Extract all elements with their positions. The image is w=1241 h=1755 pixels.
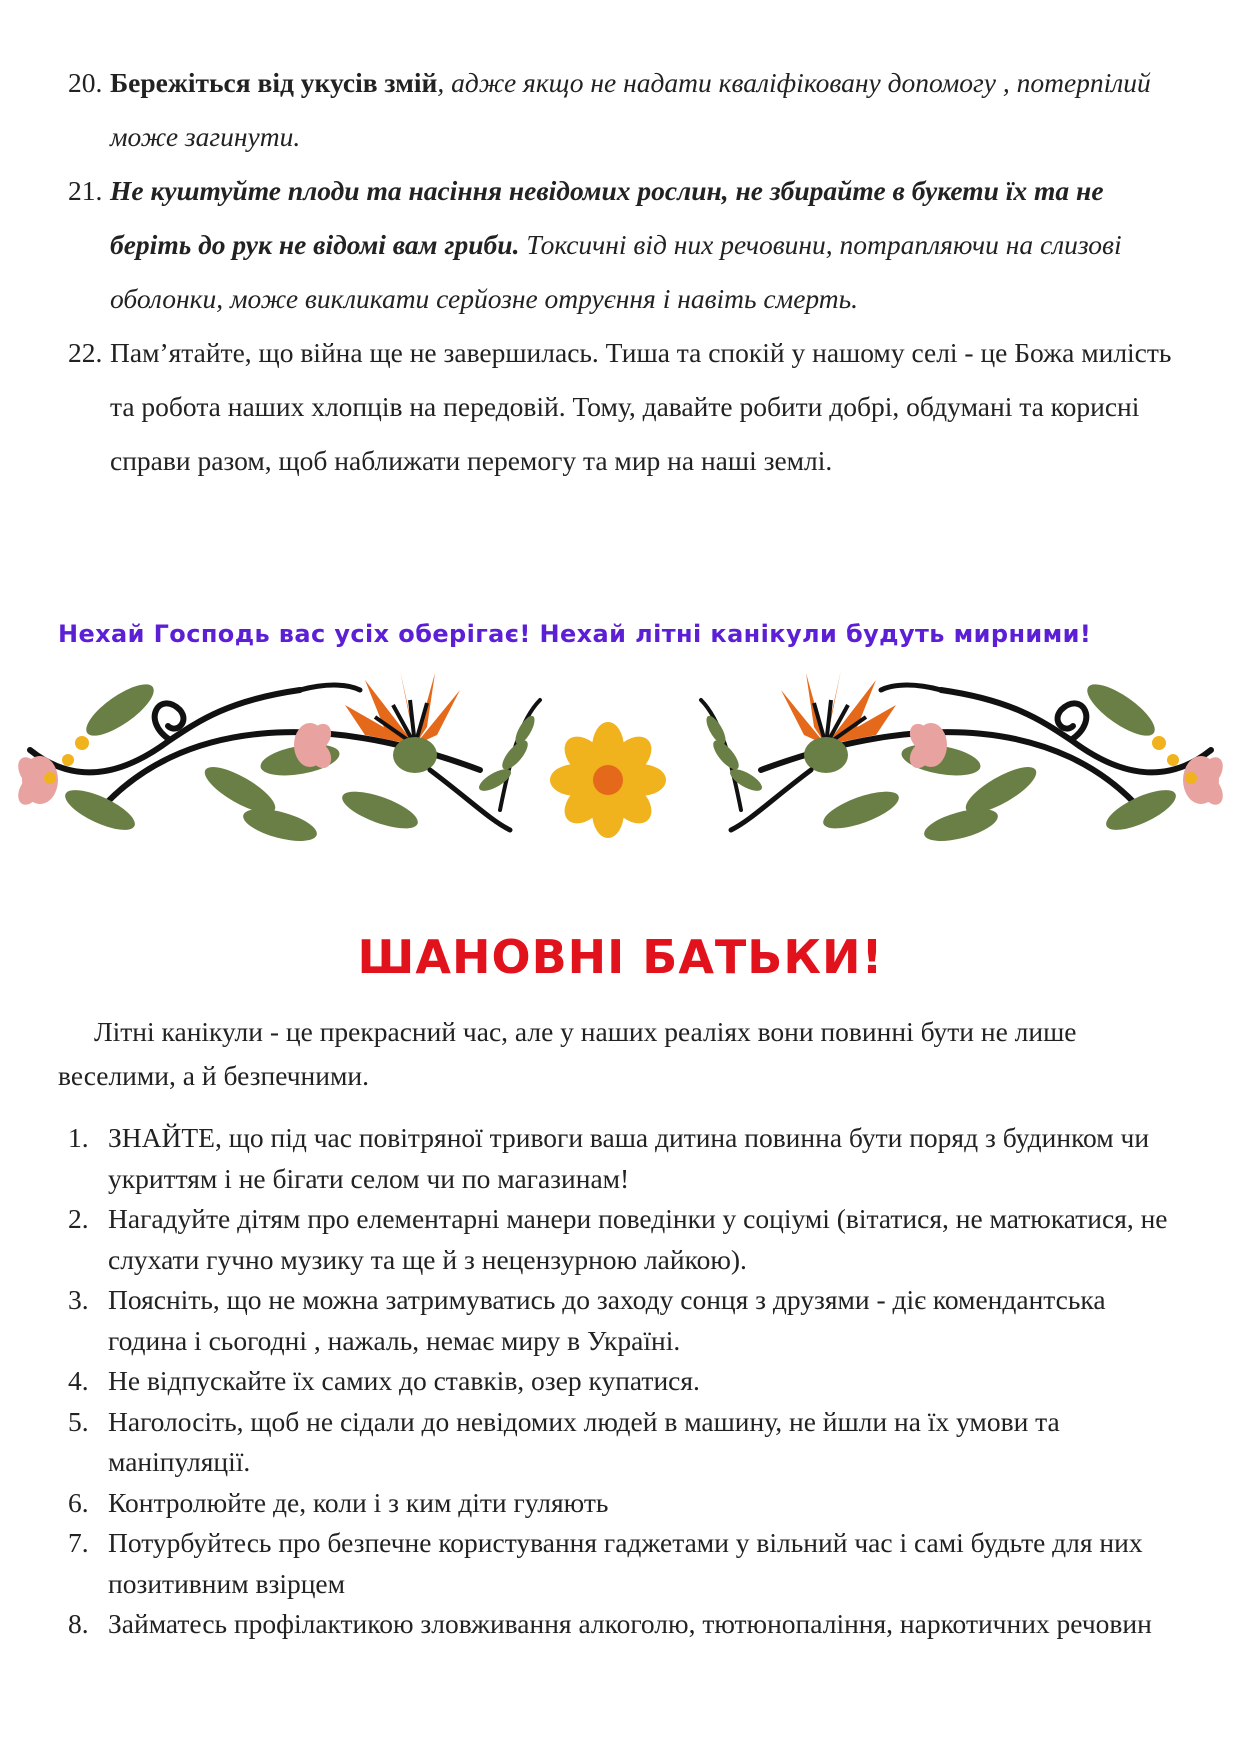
- blessing-line: Нехай Господь вас усіх оберігає! Нехай літні канікули будуть мирними!: [58, 620, 1092, 648]
- item-emphasis: Не куштуйте плоди та насіння невідомих рослин, не збирайте в букети їх та не беріть до рук не відомі вам гриби.: [110, 175, 1104, 260]
- list-item: [68, 1118, 1188, 1199]
- item-number: 20.: [68, 67, 103, 98]
- item-text: Нагадуйте дітям про елементарні манери поведінки у соціумі (вітатися, не матюкатися, не слухати гучно музику та ще й з нецензурною лайкою).: [108, 1203, 1168, 1275]
- item-number: 22.: [68, 337, 103, 368]
- item-text: Наголосіть, щоб не сідали до невідомих людей в машину, не йшли на їх умови та маніпуляції.: [108, 1405, 1060, 1477]
- list-item: [68, 1402, 1188, 1483]
- item-text: Токсичні від них речовини, потрапляючи на слизові оболонки, може викликати серйозне отруєння і навіть смерть.: [110, 229, 1122, 314]
- page-heading: ШАНОВНІ БАТЬКИ!: [357, 930, 884, 984]
- item-text: Поясніть, що не можна затримуватись до заходу сонця з друзями - діє комендантська година і сьогодні , нажаль, немає миру в Україні.: [108, 1284, 1106, 1356]
- item-number: 21.: [68, 175, 103, 206]
- safety-rules-list-continued: [68, 56, 1188, 488]
- center-flower: [550, 722, 666, 838]
- intro-paragraph: Літні канікули - це прекрасний час, але у наших реаліях вони повинні бути не лише веселими, а й безпечними.: [58, 1016, 1077, 1091]
- list-item: [68, 1280, 1188, 1361]
- list-item: [68, 1483, 1188, 1524]
- floral-ornament: [0, 660, 1241, 920]
- list-item: [68, 1361, 1188, 1402]
- item-text: Не відпускайте їх самих до ставків, озер купатися.: [108, 1365, 700, 1396]
- item-text: Потурбуйтесь про безпечне користування гаджетами у вільний час і самі будьте для них позитивним взірцем: [108, 1527, 1143, 1599]
- list-item: [68, 164, 1188, 326]
- list-item: [68, 326, 1188, 488]
- item-number: 5.: [68, 1405, 89, 1437]
- item-number: 1.: [68, 1122, 89, 1153]
- list-item: [68, 1604, 1188, 1645]
- item-text: Пам’ятайте, що війна ще не завершилась. Тиша та спокій у нашому селі - це Божа милість та робота наших хлопців на передовій. Тому, давайте робити добрі, обдумані та корисні справи разом, щоб наближати перемогу та мир на наші землі.: [110, 337, 1172, 476]
- parent-advice-list: [68, 1118, 1188, 1645]
- list-item: [68, 1199, 1188, 1280]
- item-number: 4.: [68, 1365, 89, 1396]
- item-number: 3.: [68, 1284, 89, 1315]
- item-text: , адже якщо не надати кваліфіковану допомогу , потерпілий може загинути.: [110, 67, 1151, 152]
- item-number: 8.: [68, 1608, 89, 1639]
- item-emphasis: Бережіться від укусів змій: [110, 67, 438, 98]
- item-number: 7.: [68, 1527, 89, 1558]
- item-text: Займатесь профілактикою зловживання алкоголю, тютюнопаління, наркотичних речовин: [108, 1608, 1152, 1639]
- item-number: 6.: [68, 1486, 89, 1518]
- item-text: Контролюйте де, коли і з ким діти гуляють: [108, 1486, 609, 1518]
- list-item: [68, 1523, 1188, 1604]
- item-number: 2.: [68, 1203, 89, 1234]
- item-text: ЗНАЙТЕ, що під час повітряної тривоги ваша дитина повинна бути поряд з будинком чи укриттям і не бігати селом чи по магазинам!: [108, 1122, 1150, 1194]
- list-item: [68, 56, 1188, 164]
- floral-ornament-left: [13, 670, 540, 847]
